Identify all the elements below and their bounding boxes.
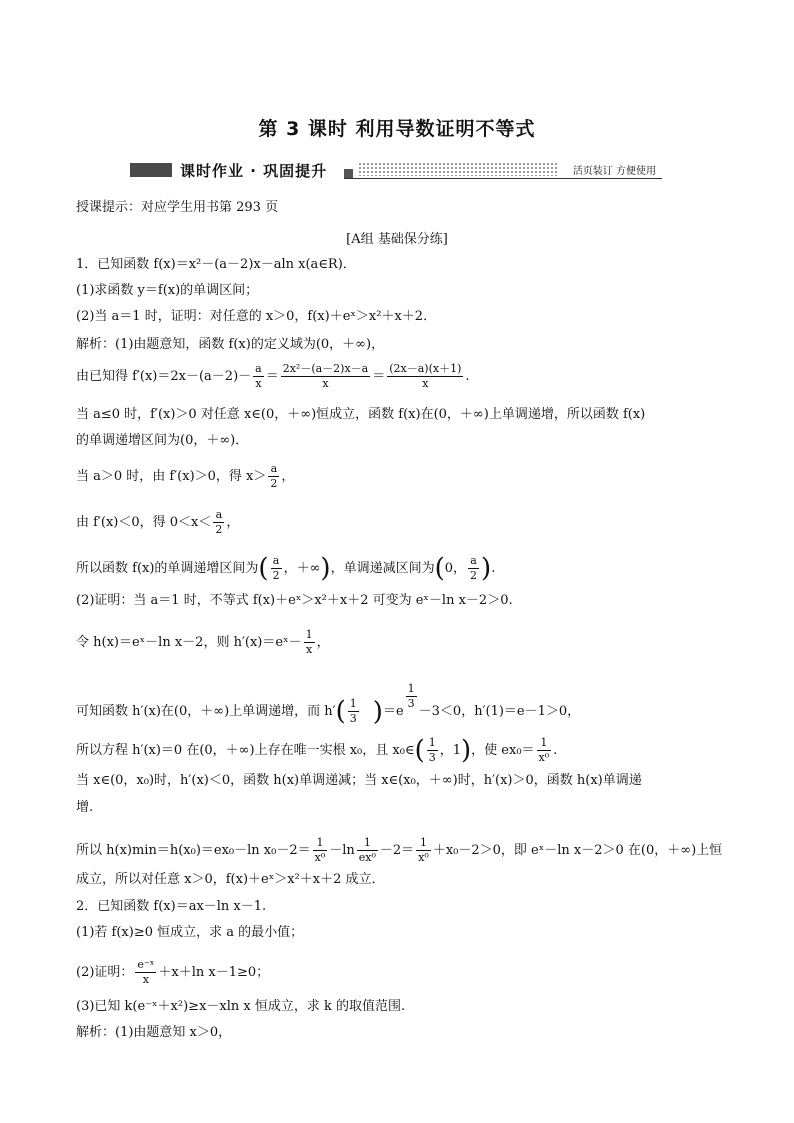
- text-run: 所以 h(x)min＝h(x₀)＝ex₀－ln x₀－2＝: [76, 843, 311, 858]
- banner-block: [130, 163, 172, 177]
- numerator: (2x－a)(x＋1): [389, 362, 462, 375]
- solution-line: 解析：(1)由题意知 x＞0，: [76, 1025, 232, 1040]
- denominator: 2: [215, 523, 223, 536]
- paren-open: (: [414, 735, 425, 766]
- text-run: ，: [316, 635, 330, 650]
- numerator: a: [468, 554, 479, 569]
- numerator: a: [255, 362, 262, 375]
- text-run: －ln: [329, 843, 355, 858]
- paren-close: ): [320, 553, 331, 584]
- numerator: 1: [305, 628, 313, 641]
- fraction: [253, 362, 264, 391]
- teaching-hint: 授课提示：对应学生用书第 293 页: [76, 200, 279, 215]
- numerator: 1: [537, 736, 552, 751]
- text-run: ＝: [265, 369, 279, 384]
- fraction: [427, 736, 438, 765]
- denominator: x: [422, 377, 429, 390]
- denominator: x⁰: [538, 751, 550, 764]
- numerator: 1: [357, 836, 378, 851]
- denominator: 3: [428, 751, 436, 764]
- numerator: 1: [407, 682, 415, 695]
- solution-line: [76, 508, 239, 537]
- text-run: 可知函数 h′(x)在(0，＋∞)上单调递增，而 h′: [76, 704, 336, 719]
- fraction: [304, 628, 315, 657]
- numerator: a: [268, 462, 279, 477]
- fraction: [313, 836, 328, 865]
- numerator: a: [213, 508, 224, 523]
- text-run: .: [491, 561, 496, 576]
- group-heading: [A组 基础保分练]: [346, 232, 448, 247]
- question-1-part-2: (2)当 a＝1 时，证明：对任意的 x＞0，f(x)＋eˣ＞x²＋x＋2．: [76, 309, 437, 324]
- text-run: .: [553, 743, 558, 758]
- text-run: 0，: [444, 561, 467, 576]
- text-run: －3＜0，h′(1)＝e－1＞0，: [418, 704, 581, 719]
- fraction: [348, 697, 359, 726]
- denominator: 2: [270, 477, 278, 490]
- text-run: ，1: [439, 743, 461, 758]
- question-2-part-3: (3)已知 k(e⁻ˣ＋x²)≥x－xln x 恒成立，求 k 的取值范围.: [76, 999, 406, 1014]
- question-1-part-1: (1)求函数 y＝f(x)的单调区间；: [76, 283, 259, 298]
- denominator: 3: [407, 697, 415, 710]
- solution-line: 当 a≤0 时，f′(x)＞0 对任意 x∈(0，＋∞)恒成立，函数 f(x)在(0，＋∞)上单调递增，所以函数 f(x): [76, 407, 646, 422]
- solution-line: 当 x∈(0，x₀)时，h′(x)＜0，函数 h(x)单调递减；当 x∈(x₀，＋∞)时，h′(x)＞0，函数 h(x)单调递: [76, 773, 642, 788]
- numerator: 1: [349, 697, 357, 710]
- text-run: .: [465, 369, 470, 384]
- page-title: 第 3 课时 利用导数证明不等式: [258, 118, 536, 140]
- fraction: [387, 362, 463, 391]
- numerator: a: [271, 554, 282, 569]
- question-2-part-1: (1)若 f(x)≥0 恒成立，求 a 的最小值；: [76, 925, 304, 940]
- denominator: 3: [349, 712, 357, 725]
- text-run: 令 h(x)＝eˣ－ln x－2，则 h′(x)＝eˣ－: [76, 635, 302, 650]
- question-1: 1．已知函数 f(x)＝x²－(a－2)x－aln x(a∈R)．: [76, 257, 356, 272]
- denominator: x: [255, 377, 262, 390]
- solution-line: [76, 462, 294, 491]
- solution-line: [76, 836, 722, 865]
- text-run: ，: [226, 515, 240, 530]
- solution-line: 解析：(1)由题意知，函数 f(x)的定义域为(0，＋∞)，: [76, 337, 385, 352]
- paren-close: ): [461, 735, 472, 766]
- text-run: 所以方程 h′(x)＝0 在(0，＋∞)上存在唯一实根 x₀，且 x₀∈: [76, 743, 415, 758]
- denominator: x⁰: [418, 851, 429, 864]
- numerator: e⁻ˣ: [137, 958, 155, 971]
- fraction: [271, 554, 282, 583]
- fraction: [416, 836, 431, 865]
- text-run: ，＋∞: [283, 561, 321, 576]
- denominator: x⁰: [314, 851, 326, 864]
- paren-open: (: [434, 553, 445, 584]
- fraction: [357, 836, 378, 865]
- fraction: [281, 362, 371, 391]
- banner-title: 课时作业 · 巩固提升: [180, 162, 328, 180]
- solution-line: 成立，所以对任意 x＞0，f(x)＋eˣ＞x²＋x＋2 成立．: [76, 872, 385, 887]
- denominator: x: [322, 377, 329, 390]
- paren-open: (: [335, 696, 346, 727]
- text-run: ＝: [372, 369, 386, 384]
- banner-note: 活页装订 方便使用: [572, 166, 656, 177]
- solution-line: [76, 682, 580, 726]
- numerator: 2x²－(a－2)x－a: [282, 362, 369, 375]
- denominator: x: [142, 973, 150, 986]
- text-run: 由 f′(x)＜0，得 0＜x＜: [76, 515, 212, 530]
- paren-close: ): [481, 553, 492, 584]
- text-run: ＋x₀－2＞0，即 eˣ－ln x－2＞0 在(0，＋∞)上恒: [432, 843, 723, 858]
- section-banner: [130, 160, 662, 180]
- fraction: [268, 462, 279, 491]
- text-run: ＋x＋ln x－1≥0；: [158, 965, 270, 980]
- solution-derivative: [76, 362, 470, 391]
- text-run: ，: [281, 469, 295, 484]
- solution-line: [76, 736, 557, 765]
- denominator: ex⁰: [358, 851, 376, 864]
- banner-rule: [344, 178, 662, 179]
- fraction: [468, 554, 479, 583]
- banner-square: [344, 169, 353, 178]
- text-run: (2)证明：: [76, 965, 134, 980]
- fraction: [213, 508, 224, 537]
- text-run: ＝e: [382, 704, 404, 719]
- numerator: 1: [428, 736, 436, 749]
- numerator: 1: [313, 836, 328, 851]
- denominator: 2: [272, 569, 280, 582]
- solution-line: (2)证明：当 a＝1 时，不等式 f(x)＋eˣ＞x²＋x＋2 可变为 eˣ－ln x－2＞0.: [76, 593, 513, 608]
- denominator: x: [305, 643, 313, 656]
- question-2: 2．已知函数 f(x)＝ax－ln x－1.: [76, 899, 267, 914]
- exponent-fraction: [406, 682, 417, 711]
- text-run: 由已知得 f′(x)＝2x－(a－2)－: [76, 369, 252, 384]
- solution-line: [76, 628, 330, 657]
- text-run: 所以函数 f(x)的单调递增区间为: [76, 561, 259, 576]
- fraction: [537, 736, 552, 765]
- question-2-part-2: [76, 958, 269, 987]
- text-run: 当 a＞0 时，由 f′(x)＞0，得 x＞: [76, 469, 267, 484]
- banner-dots: [358, 162, 558, 176]
- numerator: 1: [416, 836, 431, 851]
- solution-line: 增.: [76, 800, 94, 815]
- solution-line: 的单调递增区间为(0，＋∞)．: [76, 433, 249, 448]
- paren-close: ): [372, 696, 383, 727]
- solution-line: [76, 554, 495, 583]
- denominator: 2: [470, 569, 478, 582]
- text-run: ，使 ex₀＝: [471, 743, 535, 758]
- text-run: ，单调递减区间为: [330, 561, 435, 576]
- fraction: [135, 958, 156, 987]
- text-run: －2＝: [379, 843, 415, 858]
- paren-open: (: [258, 553, 269, 584]
